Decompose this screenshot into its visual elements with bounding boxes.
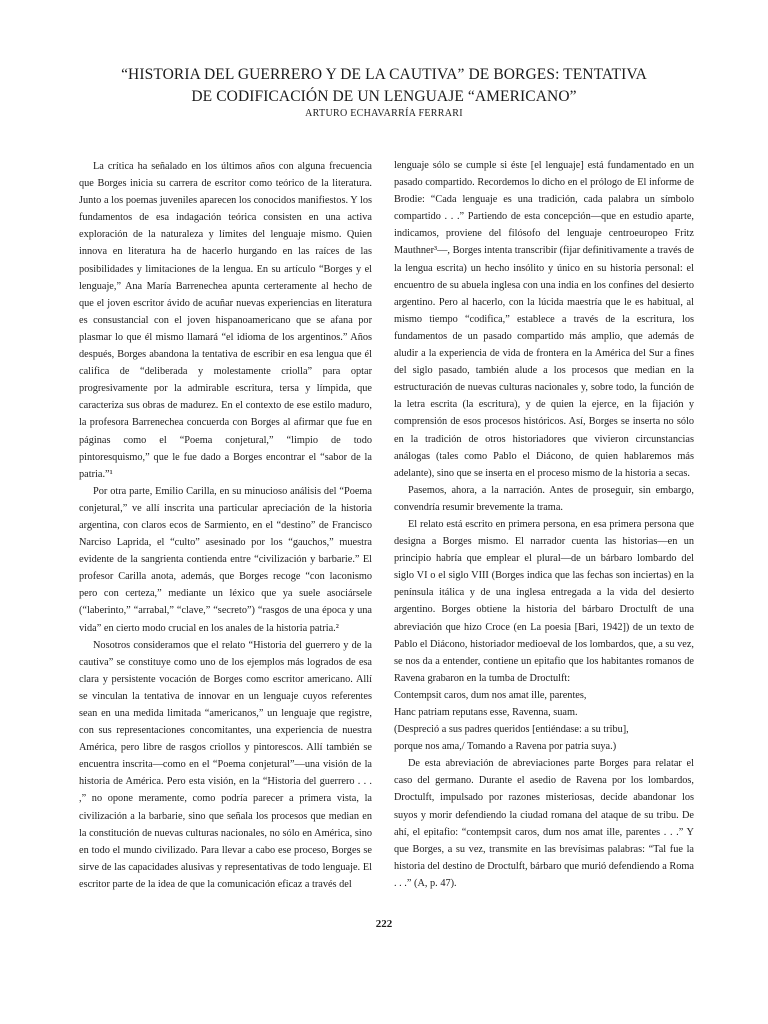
paragraph: De esta abreviación de abreviaciones parte Borges para relatar el caso del germano. Durante el asedio de Ravena por los lombardos, Droctulft, impulsado por razones misteriosas, decide abandonar los suyos y morir defendiendo la ciudad romana del ataque de su tribu. De ahí, el epitafio: “contempsit caros, dum nos amat ille, parentes . . .” Y que Borges, a su vez, transmite en las brevísimas palabras: “Tal fue la historia del destino de Droctulft, bárbaro que murió defendiendo a Roma . . .” (A, p. 47). — [394, 758, 694, 889]
epitaph-line: Hanc patriam reputans esse, Ravenna, suam. — [394, 707, 578, 718]
right-column — [394, 157, 694, 892]
title-line-2: DE CODIFICACIÓN DE UN LENGUAJE “AMERICANO” — [191, 88, 577, 105]
epitaph-translation-line: (Despreció a sus padres queridos [entiéndase: a su tribu], — [394, 724, 629, 736]
paragraph: Nosotros consideramos que el relato “Historia del guerrero y de la cautiva” se constituye como uno de los ejemplos más logrados de esa clara y persistente vocación de Borges como escritor americano. Allí se vinculan la tentativa de innovar en un lenguaje cuyos referentes sean en una medida limitada “americanos,” un lenguaje que registre, con sus representaciones concomitantes, una experiencia de nuestra América, pero libre de rasgos criollos y pintorescos. Allí también se encuentra inscrita—como en el “Poema conjetural”—una visión de la historia de América. Pero esta visión, en la “Historia del guerrero . . . ,” no opone meramente, como podría parecer a primera vista, la civilización a la barbarie, sino que señala los procesos que median en la constitución de nuevas culturas nacionales, no sólo en América, sino en todo el mundo civilizado. Para llevar a cabo ese proceso, Borges se sirve de las capacidades alusivas y representativas de todo lenguaje. El escritor parte de la idea de que la comunicación eficaz a través del — [79, 639, 372, 890]
author-name: ARTURO ECHAVARRÍA FERRARI — [305, 108, 463, 119]
title-line-1: “HISTORIA DEL GUERRERO Y DE LA CAUTIVA” DE BORGES: TENTATIVA — [121, 66, 647, 83]
epitaph-line: Contempsit caros, dum nos amat ille, parentes, — [394, 689, 587, 701]
paragraph: Pasemos, ahora, a la narración. Antes de proseguir, sin embargo, convendría resumir brevemente la trama. — [394, 484, 694, 513]
article-title — [70, 64, 698, 108]
page-number: 222 — [375, 918, 393, 930]
paragraph: El relato está escrito en primera persona, en esa primera persona que designa a Borges mismo. El narrador cuenta las historias—en un principio habría que emplear el plural—de un bárbaro lombardo del siglo VI o el siglo VIII (Borges indica que las fechas son inciertas) en la península itálica y de una inglesa entregada a la vida del desierto argentino. Borges obtiene la historia del bárbaro Droctulft de una abreviación que hizo Croce (en La poesia [Bari, 1942]) de un texto de Pablo el Diácono, historiador medioeval de los lombardos, que, a su vez, se nos da a entender, contiene un epitafio que los habitantes romanos de Ravena grabaron en la tumba de Droctulft: — [394, 518, 694, 684]
epitaph-translation-line: porque nos ama,/ Tomando a Ravena por patria suya.) — [394, 741, 617, 753]
paragraph: Por otra parte, Emilio Carilla, en su minucioso análisis del “Poema conjetural,” ve allí inscrita una particular apreciación de la historia argentina, con claros ecos de Sarmiento, en el “destino” de Francisco Narciso Laprida, el “culto” asesinado por los “gauchos,” muestra evidente de la sangrienta contienda entre “civilización y barbarie.” El profesor Carilla anota, además, que Borges recoge “con laconismo pero con certeza,” mediante un léxico que ya suele asociársele (“laberinto,” “arrabal,” “clave,” “secreto”) “rasgos de una época y una vida” en cierto modo crucial en los anales de la historia patria.² — [79, 485, 372, 634]
paragraph: lenguaje sólo se cumple si éste [el lenguaje] está fundamentado en un pasado compartido. Recordemos lo dicho en el prólogo de El informe de Brodie: “Cada lenguaje es una tradición, cada palabra un símbolo compartido . . .” Partiendo de esta concepción—que en estudio aparte, indicamos, proviene del filósofo del lenguaje centroeuropeo Fritz Mauthner³—, Borges intenta transcribir (fijar definitivamente a través de la lengua escrita) un hecho insólito y único en su historia personal: el encuentro de su abuela inglesa con una india en los confines del desierto argentino. Pero al hacerlo, con la lúcida maestría que le es habitual, al mismo tiempo “codifica,” establece a través de la escritura, los fundamentos de un pasado compartido más amplio, que además de aludir a la experiencia de vida de frontera en la América del Sur a fines del siglo pasado, también alude a los procesos que median en la estructuración de nuevas culturas nacionales y, sobre todo, la función de la letra escrita (la escritura), y de quien la ejerce, en la fijación y comprensión de esos procesos históricos. Así, Borges se inserta no sólo en la tradición de otros historiadores que vivieron circunstancias análogas (tales como Pablo el Diácono, de quien hablaremos más adelante), sino que se inserta en el proceso mismo de la historia a secas. — [394, 160, 694, 479]
paragraph: La crítica ha señalado en los últimos años con alguna frecuencia que Borges inicia su carrera de escritor como teórico de la literatura. Junto a los poemas juveniles aparecen los conocidos manifiestos. Y los fundamentos de esa indagación teórica consisten en una activa exploración de la naturaleza y límites del lenguaje mismo. Quien innova en literatura ha de hacerlo hurgando en las raíces de las posibilidades y limitaciones de la lengua. En su artículo “Borges y el lenguaje,” Ana María Barrenechea apunta certeramente al hecho de que el joven escritor ávido de acuñar nuevas experiencias en literatura es consustancial con el joven hispanoamericano que se afana por plasmar lo que él mismo llamará “el idioma de los argentinos.” Años después, Borges abandona la tentativa de escribir en esa lengua que él califica de “deliberada y molestamente criolla” para optar progresivamente por la admirable escritura, tersa y límpida, que caracteriza sus obras de madurez. En el contexto de ese estilo maduro, la profesora Barrenechea concuerda con Borges al afirmar que fue en páginas como el “Poema conjetural,” “limpio de todo pintoresquismo,” que le fue dado a Borges encontrar el “sabor de la patria.”¹ — [79, 161, 372, 480]
left-column — [79, 158, 372, 893]
